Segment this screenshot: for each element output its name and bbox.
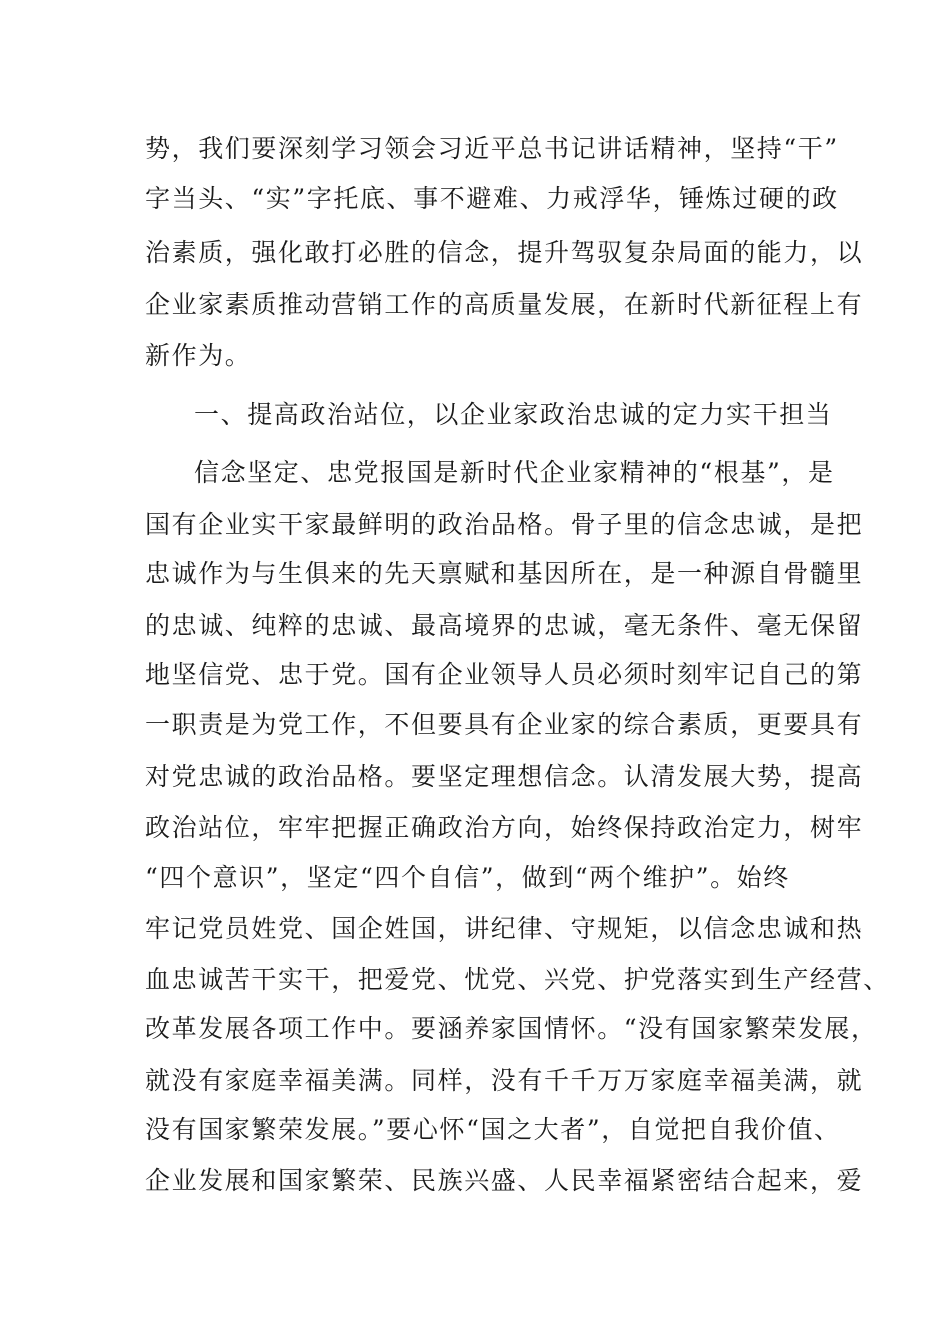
paragraph-line: 地坚信党、忠于党。国有企业领导人员必须时刻牢记自己的第 [145,660,864,689]
paragraph-line: 国有企业实干家最鲜明的政治品格。骨子里的信念忠诚，是把 [145,510,864,539]
paragraph-line: 就没有家庭幸福美满。同样，没有千千万万家庭幸福美满，就 [145,1066,864,1095]
paragraph-line: “四个意识”，坚定“四个自信”，做到“两个维护”。始终 [145,863,790,892]
paragraph-line: 牢记党员姓党、国企姓国，讲纪律、守规矩，以信念忠诚和热 [145,914,864,943]
paragraph-line: 企业发展和国家繁荣、民族兴盛、人民幸福紧密结合起来，爱 [145,1166,864,1195]
paragraph-line: 信念坚定、忠党报国是新时代企业家精神的“根基”，是 [194,458,835,487]
paragraph-line: 政治站位，牢牢把握正确政治方向，始终保持政治定力，树牢 [145,813,864,842]
paragraph-line: 治素质，强化敢打必胜的信念，提升驾驭复杂局面的能力，以 [145,238,864,267]
paragraph-line: 忠诚作为与生俱来的先天禀赋和基因所在，是一种源自骨髓里 [145,559,864,588]
section-heading: 一、提高政治站位，以企业家政治忠诚的定力实干担当 [194,400,833,429]
paragraph-line: 一职责是为党工作，不但要具有企业家的综合素质，更要具有 [145,710,864,739]
paragraph-line: 企业家素质推动营销工作的高质量发展，在新时代新征程上有 [145,290,864,319]
paragraph-line: 势，我们要深刻学习领会习近平总书记讲话精神，坚持“干” [145,134,839,163]
paragraph-line: 新作为。 [145,341,252,370]
paragraph-line: 血忠诚苦干实干，把爱党、忧党、兴党、护党落实到生产经营、 [145,965,890,994]
paragraph-line: 对党忠诚的政治品格。要坚定理想信念。认清发展大势，提高 [145,762,864,791]
paragraph-line: 的忠诚、纯粹的忠诚、最高境界的忠诚，毫无条件、毫无保留 [145,611,864,640]
paragraph-line: 改革发展各项工作中。要涵养家国情怀。“没有国家繁荣发展， [145,1014,878,1043]
paragraph-line: 没有国家繁荣发展。”要心怀“国之大者”，自觉把自我价值、 [145,1115,841,1144]
paragraph-line: 字当头、“实”字托底、事不避难、力戒浮华，锤炼过硬的政 [145,184,839,213]
